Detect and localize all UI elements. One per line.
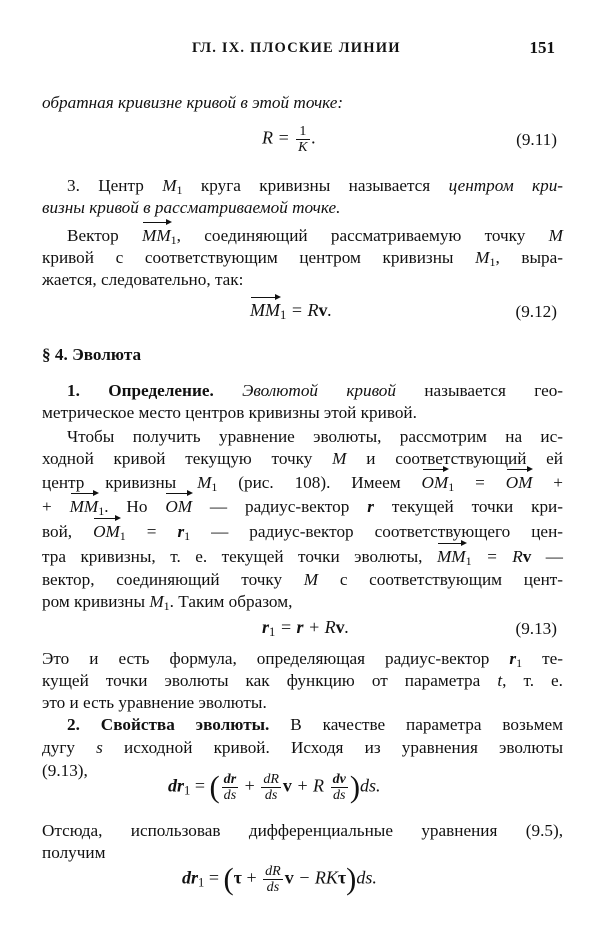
text-line: 3. Центр $M_1$ круга кривизны называется центром кри-: [67, 176, 564, 197]
text-line: дугу s исходной кривой. Исходя из уравнения эволюты: [42, 738, 564, 757]
text-line: обратная кривизне кривой в этой точке:: [42, 93, 344, 112]
fraction: $\frac{1}{K}$: [298, 123, 308, 155]
text-line: кущей точки эволюты как функцию от параметра t, т. е.: [42, 671, 563, 690]
text-line: метрическое место центров кривизны этой кривой.: [42, 403, 417, 422]
text-line: кривой с соответствующим центром кривизны $M_1$, выра-: [42, 248, 563, 269]
text-line: 2. Свойства эволюты. В качестве параметра возьмем: [67, 715, 563, 734]
vector-MM1: MM: [142, 226, 171, 245]
page-number: 151: [529, 38, 555, 57]
equation-number: (9.12): [515, 302, 557, 321]
text-line: Вектор $MM_1$, соединяющий рассматриваемую точку M: [67, 226, 563, 247]
text-line: визны кривой в рассматриваемой точке.: [42, 198, 341, 217]
text-line: + $MM_1$. Но OM — радиус-вектор r текущей точки кри-: [42, 497, 563, 518]
equation-number: (9.11): [516, 130, 557, 149]
text-line: Чтобы получить уравнение эволюты, рассмотрим на ис-: [67, 427, 563, 446]
equation-9-13: $r_1 = r + Rv$.: [262, 617, 350, 640]
text-line: ходной кривой текущую точку M и соответствующий ей: [42, 449, 563, 468]
text-line: 1. Определение. Эволютой кривой называется гео-: [67, 381, 564, 400]
text-line: вой, $OM_1 = r_1$ — радиус-вектор соответствующего цен-: [42, 522, 563, 543]
equation-number: (9.13): [515, 619, 557, 638]
text-line: жается, следовательно, так:: [42, 270, 244, 289]
text-line: это и есть уравнение эволюты.: [42, 693, 267, 712]
equation-dr1-b: $dr_1 = (\tau$ + $\frac{dR}{ds}$ v − RKτ)ds.: [182, 862, 377, 896]
equation-9-12: $MM_1 = Rv$.: [250, 300, 332, 323]
text-line: Это и есть формула, определяющая радиус-вектор $r_1$ те-: [42, 649, 563, 670]
equation-9-11: R = $\frac{1}{K}$ .: [262, 123, 317, 155]
equation-dr1-a: $dr_1$ = ( $\frac{dr}{ds}$ + $\frac{dR}{ds}$ v + R $\frac{dv}{ds}$ )ds.: [168, 770, 381, 804]
text-line: центр кривизны $M_1$ (рис. 108). Имеем $OM_1$ = OM +: [42, 473, 563, 494]
text-line: Отсюда, использовав дифференциальные уравнения (9.5),: [42, 821, 563, 840]
chapter-title: ГЛ. IX. ПЛОСКИЕ ЛИНИИ: [192, 40, 401, 56]
text-line: вектор, соединяющий точку M с соответствующим цент-: [42, 570, 564, 589]
text-line: получим: [42, 843, 106, 862]
section-heading: § 4. Эволюта: [42, 345, 142, 364]
running-header: [0, 40, 605, 64]
text-line: тра кривизны, т. е. текущей точки эволюты, $MM_1 = Rv$ —: [42, 547, 563, 568]
text-line: ром кривизны $M_1$. Таким образом,: [42, 592, 293, 613]
text-line: (9.13),: [42, 761, 88, 780]
